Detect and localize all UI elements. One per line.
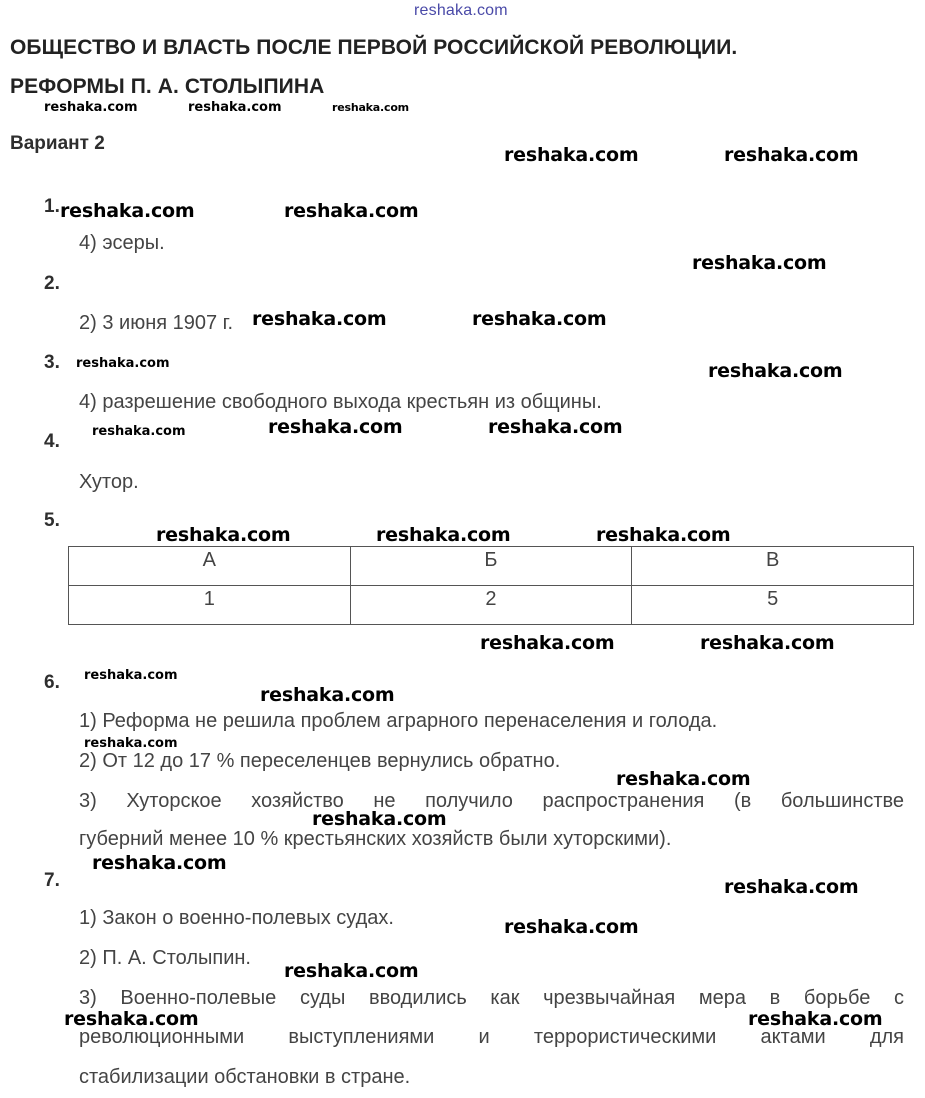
watermark: reshaka.com [724,876,859,898]
question-4-answer: Хутор. [79,471,139,493]
question-3-number: 3. [44,352,60,373]
table-row [69,586,914,625]
watermark: reshaka.com [60,200,195,222]
question-2-answer: 2) 3 июня 1907 г. [79,312,234,334]
watermark: reshaka.com [708,360,843,382]
watermark: reshaka.com [92,424,186,439]
watermark: reshaka.com [376,524,511,546]
watermark: reshaka.com [332,101,409,114]
watermark: reshaka.com [188,100,282,115]
question-7-answer-2: 2) П. А. Столыпин. [79,947,251,969]
variant-label: Вариант 2 [10,133,105,154]
watermark: reshaka.com [692,252,827,274]
question-6-answer-1: 1) Реформа не решила проблем аграрного перенаселения и голода. [79,710,718,732]
table-cell: 5 [632,586,914,625]
table-cell: 1 [69,586,351,625]
watermark: reshaka.com [700,632,835,654]
watermark: reshaka.com [268,416,403,438]
question-4-number: 4. [44,431,60,452]
question-5-number: 5. [44,510,60,531]
watermark: reshaka.com [284,960,419,982]
question-7-answer-3-line-3: стабилизации обстановки в стране. [79,1066,411,1088]
question-6-answer-2: 2) От 12 до 17 % переселенцев вернулись обратно. [79,750,561,772]
question-7-number: 7. [44,870,60,891]
question-1-number: 1. [44,196,60,217]
question-3-answer: 4) разрешение свободного выхода крестьян из общины. [79,391,602,413]
watermark: reshaka.com [480,632,615,654]
question-6-number: 6. [44,672,60,693]
question-6-answer-3-line-1: 3) Хуторское хозяйство не получило распространения (в большинстве [79,790,904,812]
watermark: reshaka.com [44,100,138,115]
question-7-answer-3-line-1: 3) Военно-полевые суды вводились как чрезвычайная мера в борьбе с [79,987,904,1009]
watermark: reshaka.com [156,524,291,546]
site-header: reshaka.com [414,2,508,19]
watermark: reshaka.com [312,808,447,830]
watermark: reshaka.com [64,1008,199,1030]
watermark: reshaka.com [472,308,607,330]
table-cell: 2 [350,586,632,625]
table-header-cell: В [632,547,914,586]
question-2-number: 2. [44,273,60,294]
watermark: reshaka.com [260,684,395,706]
page-title-line-1: ОБЩЕСТВО И ВЛАСТЬ ПОСЛЕ ПЕРВОЙ РОССИЙСКОЙ РЕВОЛЮЦИИ. [10,36,738,59]
watermark: reshaka.com [84,736,178,751]
watermark: reshaka.com [504,144,639,166]
watermark: reshaka.com [504,916,639,938]
table-header-cell: А [69,547,351,586]
answer-table [68,546,914,625]
page-title-line-2: РЕФОРМЫ П. А. СТОЛЫПИНА [10,75,325,98]
watermark: reshaka.com [284,200,419,222]
table-header-row [69,547,914,586]
watermark: reshaka.com [748,1008,883,1030]
question-7-answer-1: 1) Закон о военно-полевых судах. [79,907,394,929]
question-1-answer: 4) эсеры. [79,232,165,254]
watermark: reshaka.com [84,668,178,683]
question-6-answer-3-line-2: губерний менее 10 % крестьянских хозяйств были хуторскими). [79,828,672,850]
watermark: reshaka.com [616,768,751,790]
watermark: reshaka.com [76,356,170,371]
question-7-answer-3-line-2: революционными выступлениями и террористическими актами для [79,1026,904,1048]
watermark: reshaka.com [252,308,387,330]
watermark: reshaka.com [92,852,227,874]
watermark: reshaka.com [488,416,623,438]
table-header-cell: Б [350,547,632,586]
watermark: reshaka.com [724,144,859,166]
watermark: reshaka.com [596,524,731,546]
